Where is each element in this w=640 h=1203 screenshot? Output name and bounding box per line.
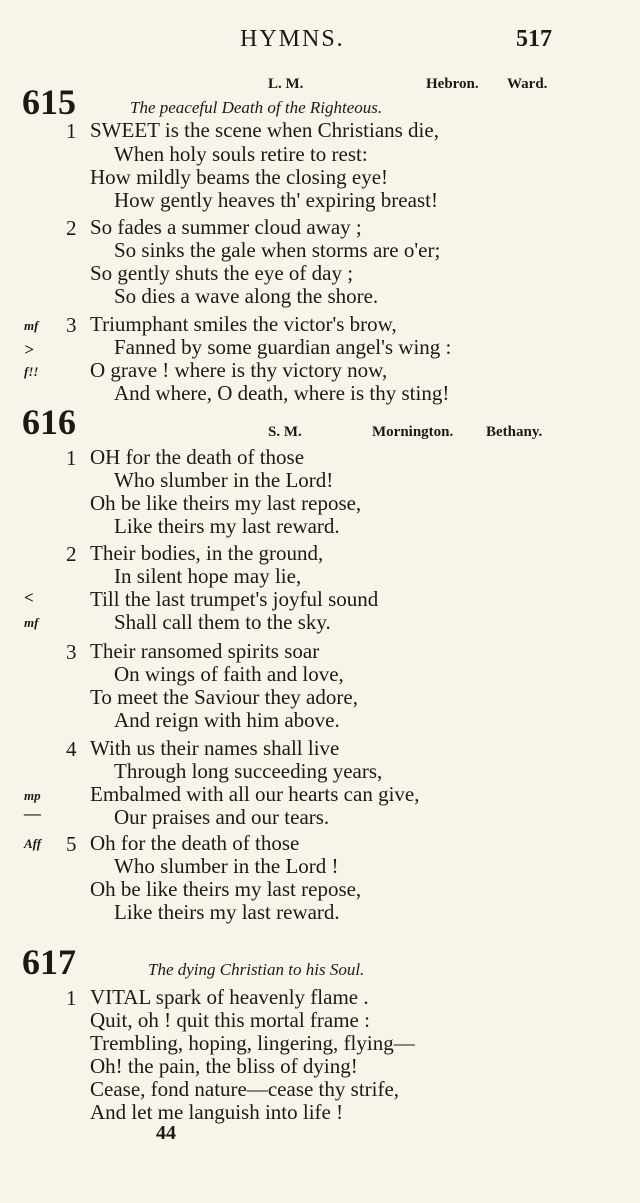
hymn-line: So sinks the gale when storms are o'er; (114, 238, 441, 262)
tune-name: Bethany. (486, 424, 543, 440)
hymn-line: Till the last trumpet's joyful sound (90, 587, 379, 611)
dynamic-mark: f!! (24, 364, 39, 379)
tune-name: Hebron. (426, 76, 479, 92)
verse-number: 3 (66, 313, 77, 337)
hymn-line: Trembling, hoping, lingering, flying— (90, 1031, 415, 1055)
verse-number: 1 (66, 119, 77, 143)
hymn-line: Oh! the pain, the bliss of dying! (90, 1054, 358, 1078)
verse-number: 1 (66, 986, 77, 1010)
hymn-line: And where, O death, where is thy sting! (114, 381, 450, 405)
hymn-title: The dying Christian to his Soul. (148, 960, 365, 979)
verse-number: 2 (66, 216, 77, 240)
hymn-line: So dies a wave along the shore. (114, 284, 379, 308)
hymn-line: Who slumber in the Lord! (114, 468, 334, 492)
hymn-line: Quit, oh ! quit this mortal frame : (90, 1008, 370, 1032)
hymn-line: Cease, fond nature—cease thy strife, (90, 1077, 400, 1101)
hymn-line: Embalmed with all our hearts can give, (90, 782, 420, 806)
dynamic-mark: mf (24, 318, 39, 333)
hymn-meter: S. M. (268, 424, 302, 440)
hymn-line: VITAL spark of heavenly flame . (90, 985, 369, 1009)
hymn-line: With us their names shall live (90, 736, 340, 760)
verse-number: 2 (66, 542, 77, 566)
hymn-line: And let me languish into life ! (90, 1100, 344, 1124)
hymn-line: Fanned by some guardian angel's wing : (114, 335, 452, 359)
dynamic-mark: — (24, 804, 41, 823)
hymn-line: On wings of faith and love, (114, 662, 344, 686)
hymn-line: Shall call them to the sky. (114, 610, 331, 634)
hymn-meter: L. M. (268, 76, 304, 92)
hymn-line: And reign with him above. (114, 708, 340, 732)
verse-number: 1 (66, 446, 77, 470)
signature-mark: 44 (156, 1122, 176, 1144)
page-number: 517 (516, 26, 552, 52)
hymn-line: In silent hope may lie, (114, 564, 302, 588)
hymn-line: SWEET is the scene when Christians die, (90, 118, 439, 142)
hymn-line: So gently shuts the eye of day ; (90, 261, 354, 285)
hymn-line: Their bodies, in the ground, (90, 541, 324, 565)
hymn-line: Our praises and our tears. (114, 805, 330, 829)
hymn-number: 615 (22, 82, 76, 122)
hymn-line: Like theirs my last reward. (114, 900, 340, 924)
hymn-number: 616 (22, 402, 76, 442)
running-head: HYMNS. (240, 26, 345, 52)
hymn-line: When holy souls retire to rest: (114, 142, 368, 166)
hymn-line: Oh be like theirs my last repose, (90, 877, 362, 901)
hymn-line: To meet the Saviour they adore, (90, 685, 358, 709)
hymn-line: Who slumber in the Lord ! (114, 854, 339, 878)
hymn-line: Like theirs my last reward. (114, 514, 340, 538)
verse-number: 3 (66, 640, 77, 664)
verse-number: 4 (66, 737, 77, 761)
dynamic-mark: > (24, 340, 34, 359)
hymn-line: How mildly beams the closing eye! (90, 165, 389, 189)
hymn-line: Their ransomed spirits soar (90, 639, 320, 663)
hymn-line: OH for the death of those (90, 445, 305, 469)
dynamic-mark: < (24, 588, 34, 607)
hymn-line: Oh be like theirs my last repose, (90, 491, 362, 515)
hymn-line: Through long succeeding years, (114, 759, 383, 783)
hymn-number: 617 (22, 942, 76, 982)
hymn-title: The peaceful Death of the Righteous. (130, 98, 383, 117)
hymn-line: O grave ! where is thy victory now, (90, 358, 388, 382)
hymn-line: Oh for the death of those (90, 831, 300, 855)
tune-name: Ward. (507, 76, 548, 92)
dynamic-mark: Aff (24, 836, 42, 851)
verse-number: 5 (66, 832, 77, 856)
dynamic-mark: mp (24, 788, 41, 803)
hymn-line: So fades a summer cloud away ; (90, 215, 362, 239)
tune-name: Mornington. (372, 424, 454, 440)
hymn-line: How gently heaves th' expiring breast! (114, 188, 438, 212)
dynamic-mark: mf (24, 615, 39, 630)
hymn-line: Triumphant smiles the victor's brow, (90, 312, 397, 336)
